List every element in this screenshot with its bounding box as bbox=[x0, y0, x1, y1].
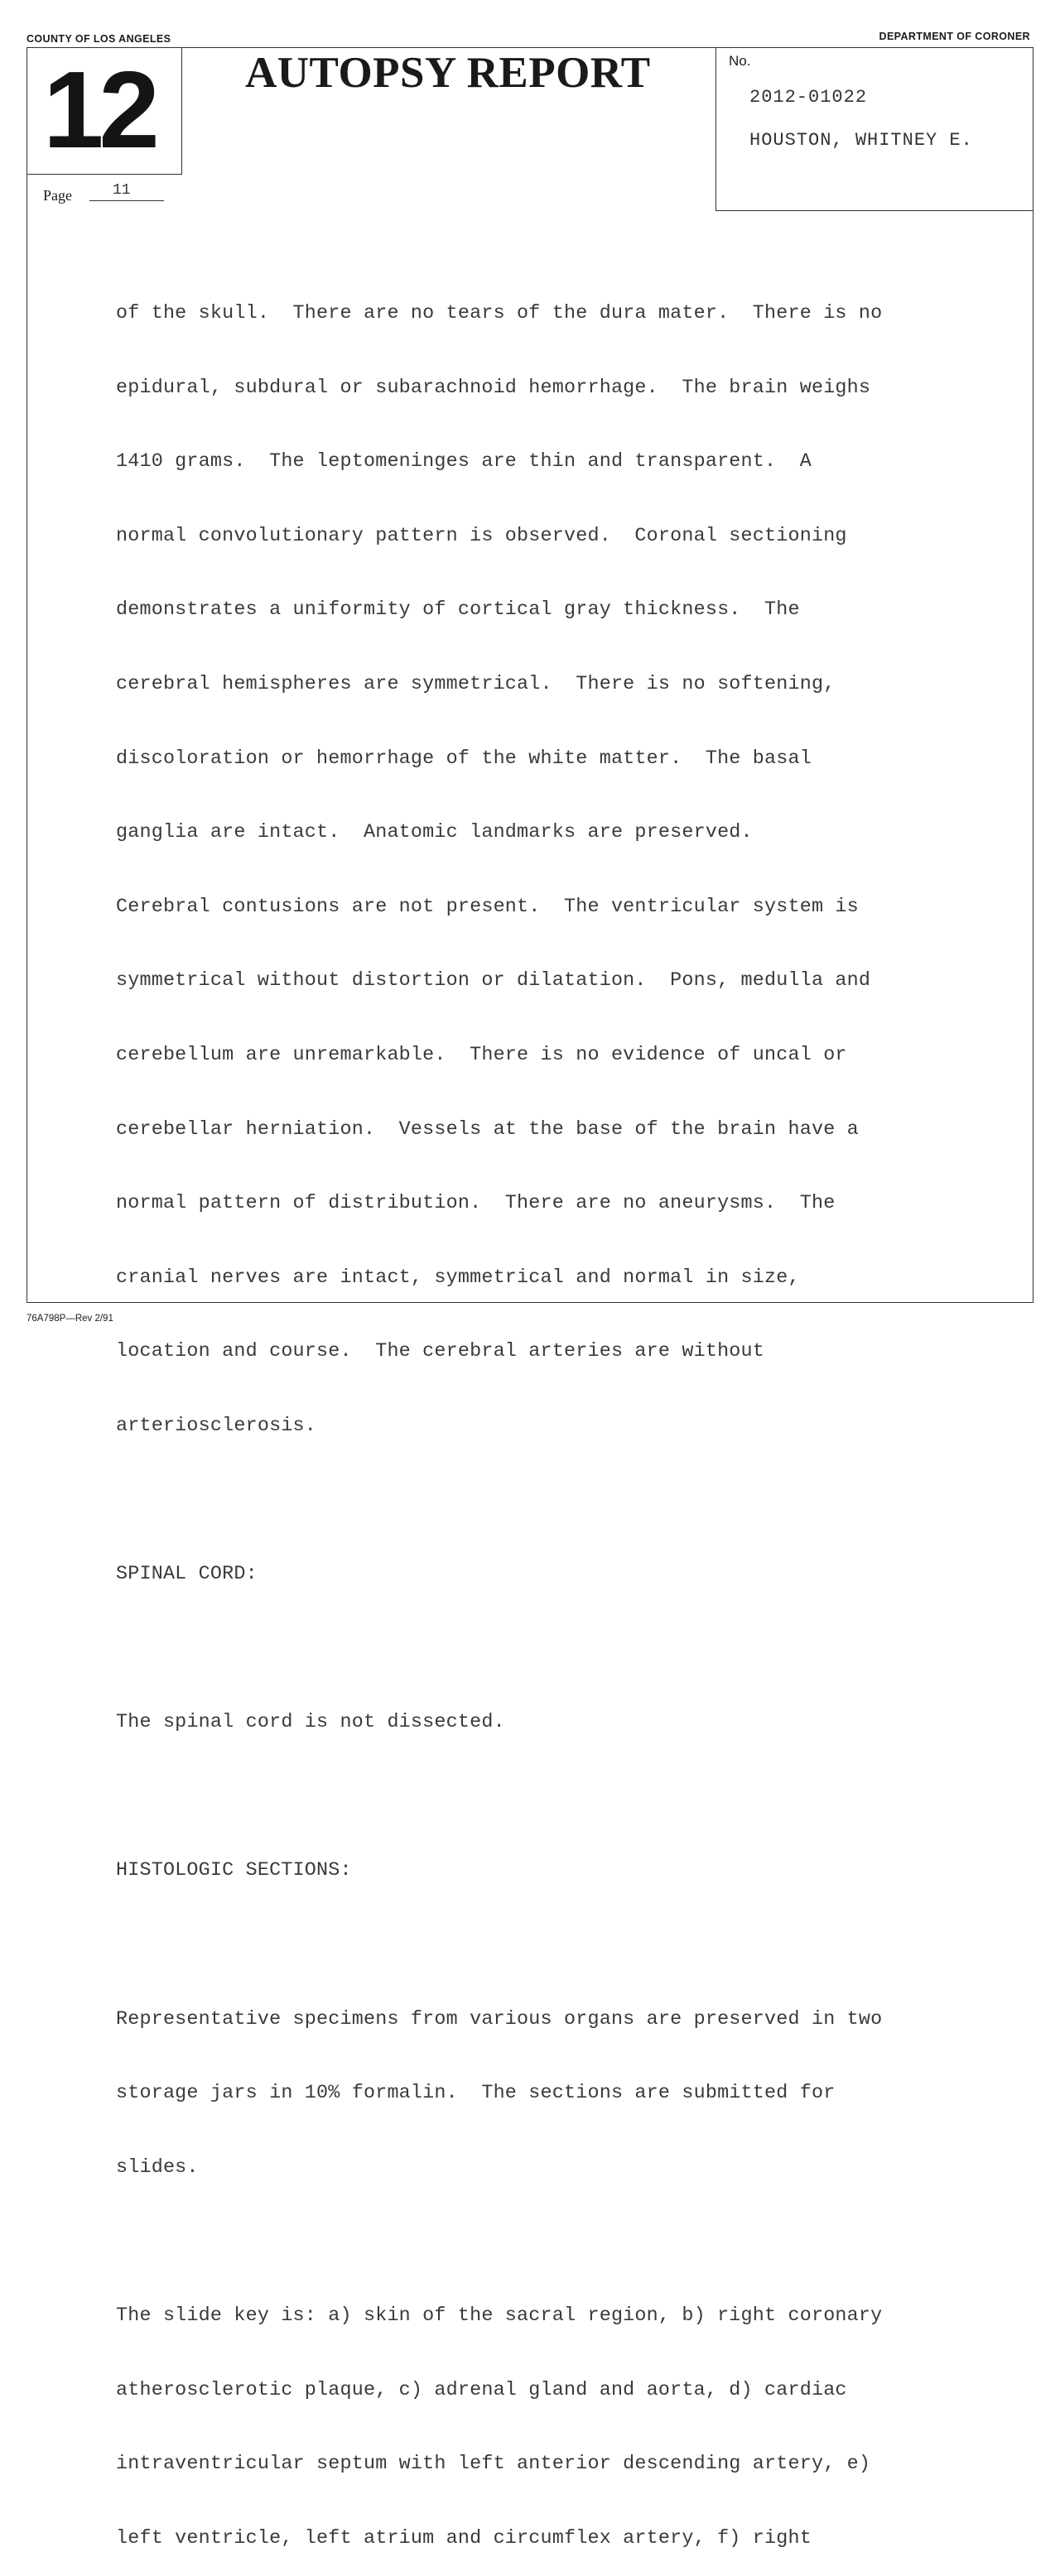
page-number: 11 bbox=[113, 182, 131, 199]
department-label: DEPARTMENT OF CORONER bbox=[879, 31, 1030, 42]
body-line: normal pattern of distribution. There are no aneurysms. The bbox=[116, 1193, 836, 1215]
body-line: cranial nerves are intact, symmetrical and normal in size, bbox=[116, 1266, 800, 1289]
slide-key-line: atherosclerotic plaque, c) adrenal gland and aorta, d) cardiac bbox=[116, 2379, 847, 2401]
page-label: Page bbox=[43, 187, 72, 204]
histologic-line: slides. bbox=[116, 2156, 199, 2179]
report-body bbox=[116, 256, 994, 2576]
histologic-line: Representative specimens from various organs are preserved in two bbox=[116, 2008, 883, 2031]
spinal-cord-text: The spinal cord is not dissected. bbox=[116, 1712, 505, 1734]
form-number: 12 bbox=[43, 49, 155, 171]
body-line: location and course. The cerebral arteries are without bbox=[116, 1341, 765, 1363]
body-line: cerebellum are unremarkable. There is no evidence of uncal or bbox=[116, 1044, 847, 1066]
body-line: ganglia are intact. Anatomic landmarks are preserved. bbox=[116, 822, 753, 844]
body-line: normal convolutionary pattern is observed. Coronal sectioning bbox=[116, 525, 847, 547]
slide-key-line: intraventricular septum with left anterior descending artery, e) bbox=[116, 2453, 871, 2476]
case-number-label: No. bbox=[729, 53, 751, 69]
case-number: 2012-01022 bbox=[749, 87, 868, 108]
slide-key-line: The slide key is: a) skin of the sacral region, b) right coronary bbox=[116, 2305, 883, 2328]
histologic-line: storage jars in 10% formalin. The sections are submitted for bbox=[116, 2083, 836, 2105]
body-line: Cerebral contusions are not present. The ventricular system is bbox=[116, 896, 859, 918]
form-code: 76A798P—Rev 2/91 bbox=[26, 1314, 113, 1324]
histologic-heading: HISTOLOGIC SECTIONS: bbox=[116, 1860, 352, 1882]
body-line: of the skull. There are no tears of the dura mater. There is no bbox=[116, 303, 883, 324]
body-line: 1410 grams. The leptomeninges are thin and transparent. A bbox=[116, 451, 812, 473]
body-line: discoloration or hemorrhage of the white matter. The basal bbox=[116, 747, 812, 770]
body-line: demonstrates a uniformity of cortical gray thickness. The bbox=[116, 599, 800, 622]
slide-key-line: left ventricle, left atrium and circumflex artery, f) right bbox=[116, 2527, 812, 2550]
page-number-underline bbox=[89, 200, 164, 201]
body-line: arteriosclerosis. bbox=[116, 1415, 317, 1437]
spinal-cord-heading: SPINAL CORD: bbox=[116, 1564, 258, 1586]
report-title: AUTOPSY REPORT bbox=[245, 49, 651, 97]
county-label: COUNTY OF LOS ANGELES bbox=[26, 33, 171, 45]
decedent-name: HOUSTON, WHITNEY E. bbox=[749, 130, 973, 151]
body-line: symmetrical without distortion or dilatation. Pons, medulla and bbox=[116, 970, 871, 992]
body-line: epidural, subdural or subarachnoid hemorrhage. The brain weighs bbox=[116, 377, 871, 399]
body-line: cerebellar herniation. Vessels at the base of the brain have a bbox=[116, 1118, 859, 1141]
body-line: cerebral hemispheres are symmetrical. There is no softening, bbox=[116, 673, 836, 695]
case-id-box bbox=[716, 47, 1034, 211]
